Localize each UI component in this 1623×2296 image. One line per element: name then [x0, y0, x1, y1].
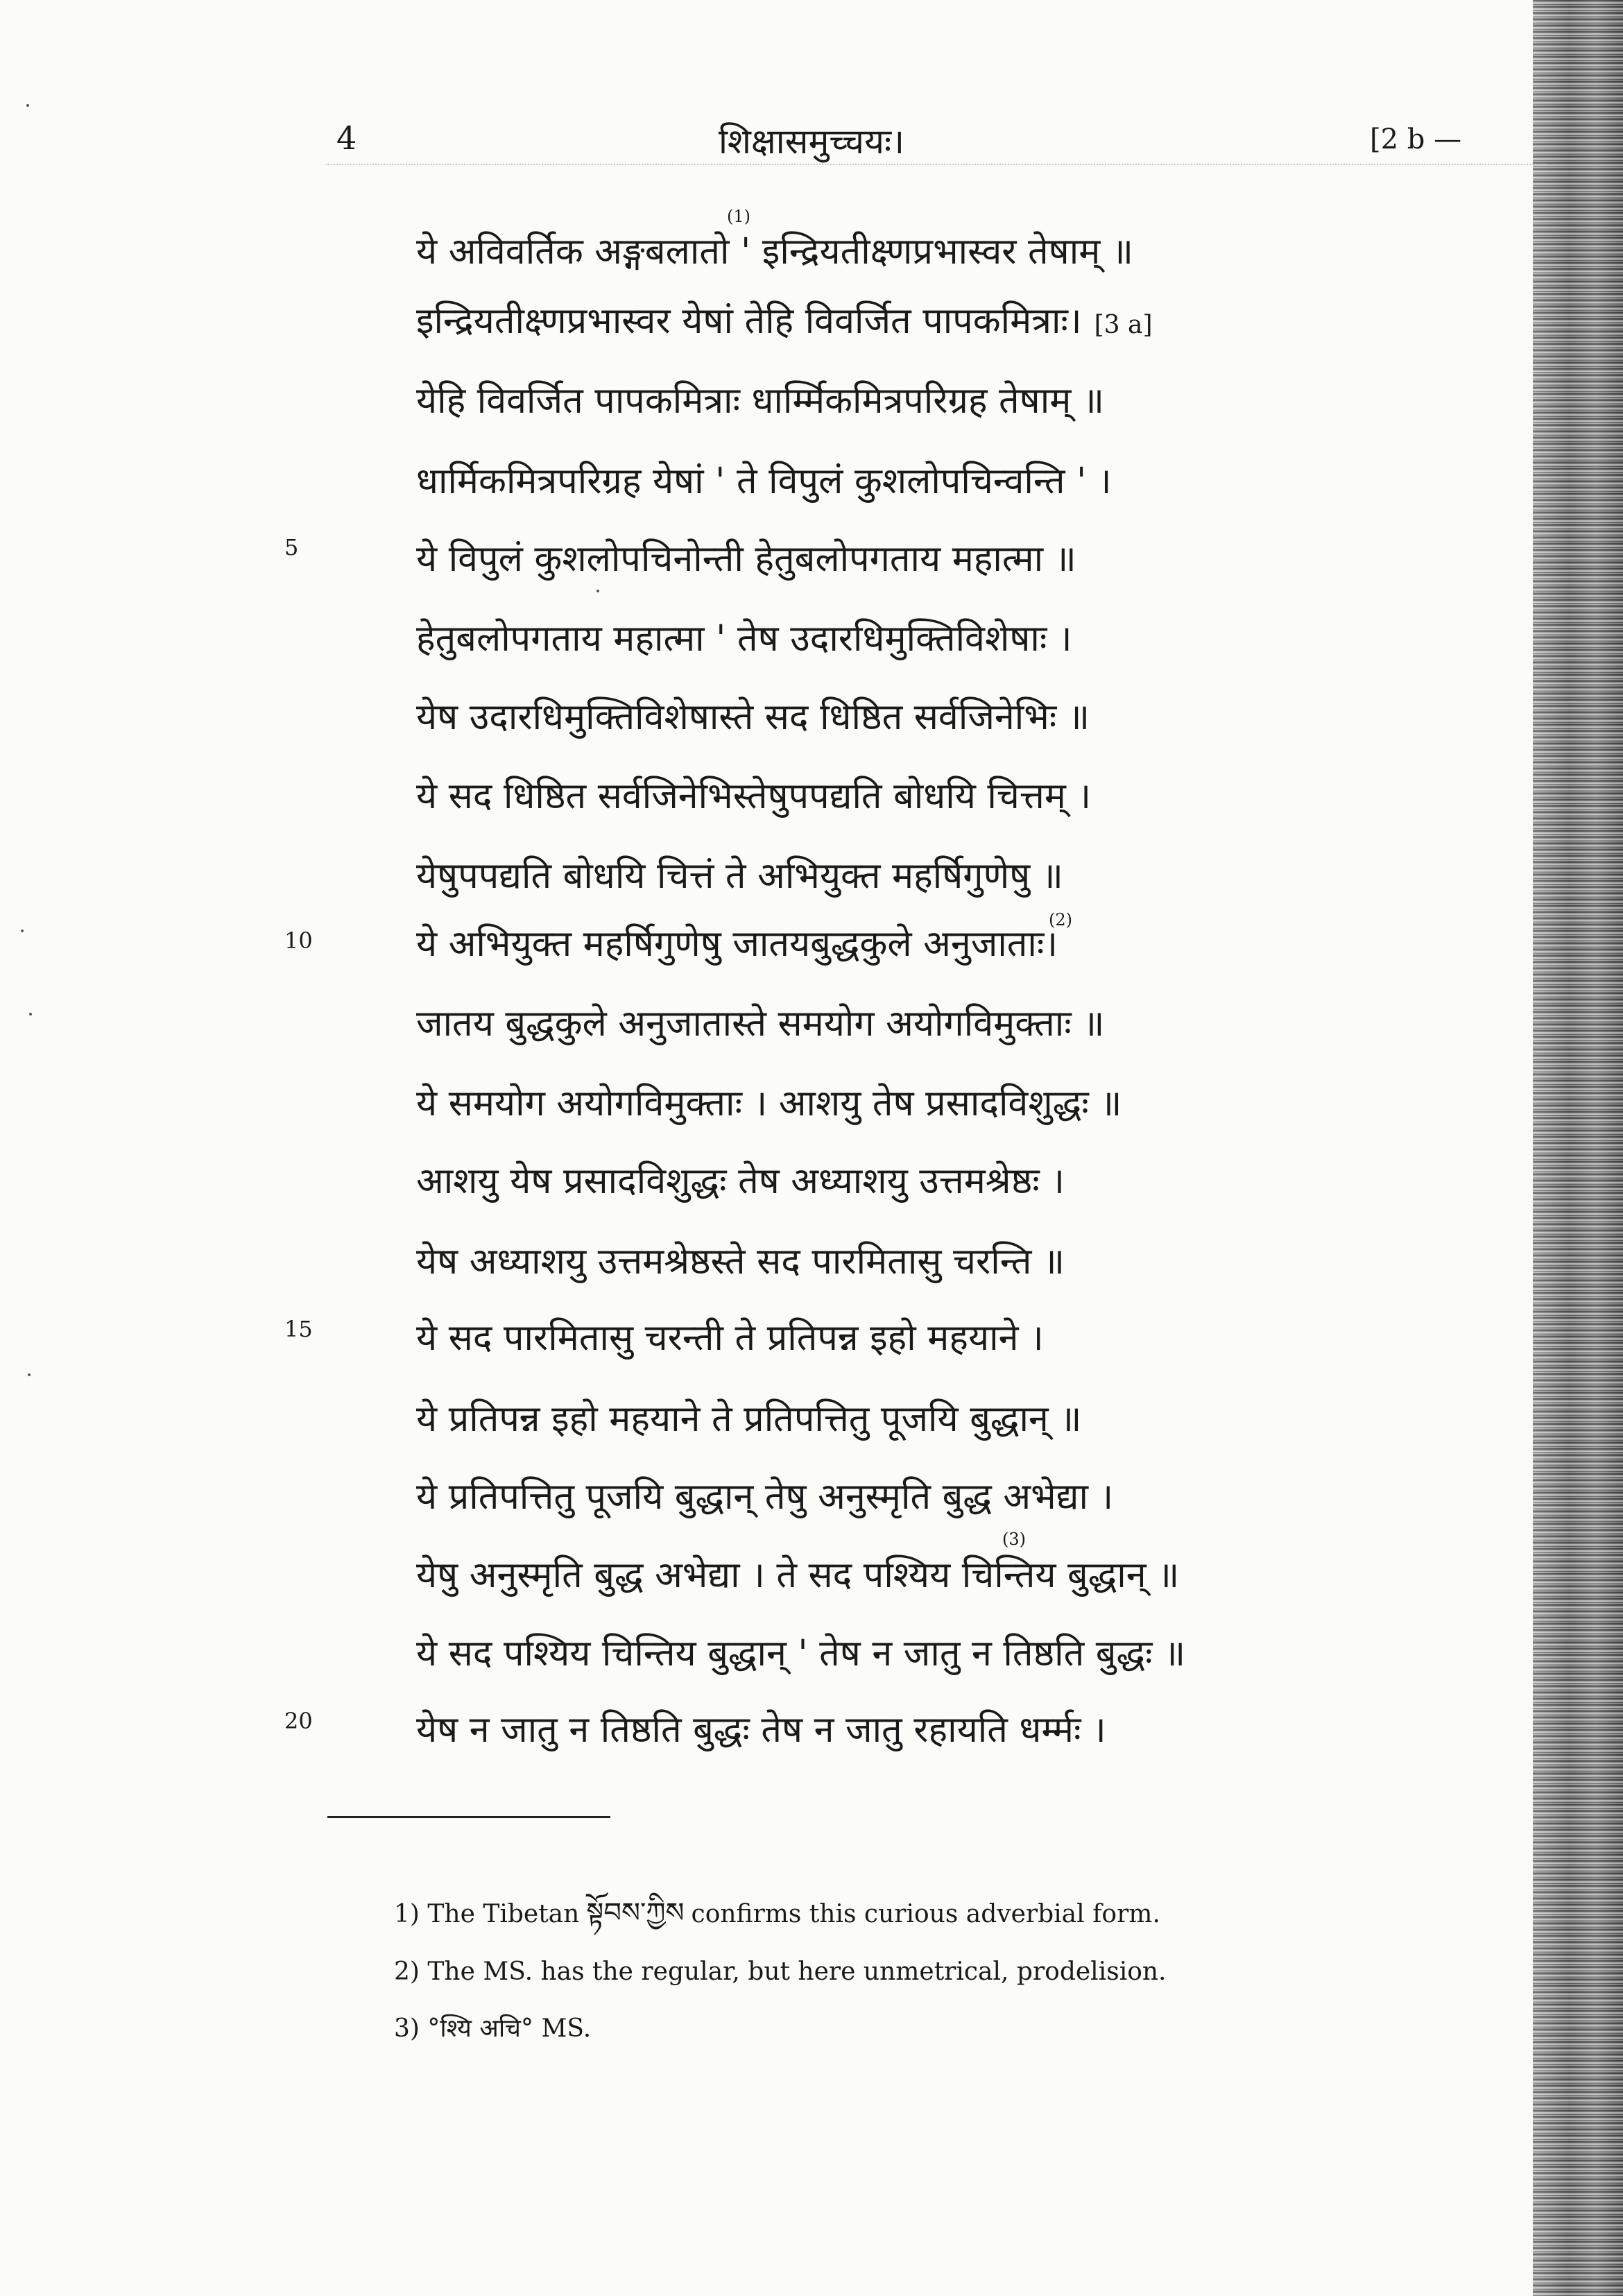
verse-line: ये अभियुक्त महर्षिगुणेषु जातयबुद्धकुले अनुजाताः। [416, 923, 1058, 965]
verse-line: येषु अनुस्मृति बुद्ध अभेद्या । ते सद पश्यिय चिन्तिय बुद्धान् ॥ [416, 1554, 1180, 1596]
footnote-marker: (2) [1049, 910, 1072, 929]
footnote-1: 1) The Tibetan སྟོབས་ཀྱིས confirms this curious adverbial form. [394, 1897, 1160, 1929]
verse-line: ये प्रतिपत्तितु पूजयि बुद्धान् तेषु अनुस्मृति बुद्ध अभेद्या । [416, 1476, 1114, 1518]
header-rule [326, 164, 1547, 165]
footnote-3: 3) °श्यि अचि° MS. [394, 2014, 592, 2043]
line-number: 10 [284, 927, 313, 954]
verse-line: येहि विवर्जित पापकमित्राः धार्म्मिकमित्रपरिग्रह तेषाम् ॥ [416, 380, 1104, 422]
scan-speck [29, 1013, 32, 1016]
scan-speck [21, 929, 24, 932]
page-edge-shadow [1533, 0, 1623, 2296]
folio-marker: [3 a] [1094, 311, 1153, 339]
page-number: 4 [336, 119, 357, 157]
verse-line: ये सद धिष्ठित सर्वजिनेभिस्तेषुपपद्यति बोधयि चित्तम् । [416, 776, 1092, 817]
line-number: 20 [284, 1708, 313, 1734]
line-number: 5 [284, 534, 299, 560]
verse-line: येष उदारधिमुक्तिविशेषास्ते सद धिष्ठित सर्वजिनेभिः ॥ [416, 696, 1090, 738]
verse-line: ये विपुलं कुशलोपचिनोन्ती हेतुबलोपगताय महात्मा ॥ [416, 538, 1076, 580]
section-reference: [2 b — [1370, 123, 1462, 155]
verse-line: इन्द्रियतीक्ष्णप्रभास्वर येषां तेहि विवर्जित पापकमित्राः। [3 a] [416, 300, 1153, 342]
verse-line: येषुपपद्यति बोधयि चित्तं ते अभियुक्त महर्षिगुणेषु ॥ [416, 855, 1063, 897]
verse-line: येष अध्याशयु उत्तमश्रेष्ठस्ते सद पारमितासु चरन्ति ॥ [416, 1241, 1065, 1283]
verse-line: धार्मिकमित्रपरिग्रह येषां ' ते विपुलं कुशलोपचिन्वन्ति ' । [416, 461, 1112, 502]
footnote-2: 2) The MS. has the regular, but here unmetrical, prodelision. [394, 1957, 1167, 1986]
verse-line: ये समयोग अयोगविमुक्ताः । आशयु तेष प्रसादविशुद्धः ॥ [416, 1083, 1122, 1124]
scan-speck [26, 104, 29, 107]
scan-speck [28, 1373, 31, 1376]
verse-line: हेतुबलोपगताय महात्मा ' तेष उदारधिमुक्तिविशेषाः । [416, 618, 1072, 660]
verse-line: येष न जातु न तिष्ठति बुद्धः तेष न जातु रहायति धर्म्मः । [416, 1709, 1106, 1751]
verse-line: ये सद पारमितासु चरन्ती ते प्रतिपन्न इहो महयाने । [416, 1317, 1044, 1359]
scan-speck [596, 590, 599, 592]
verse-line: ये सद पश्यिय चिन्तिय बुद्धान् ' तेष न जातु न तिष्ठति बुद्धः ॥ [416, 1633, 1186, 1674]
verse-line: ये अविवर्तिक अङ्गबलातो ' इन्द्रियतीक्ष्णप्रभास्वर तेषाम् ॥ [416, 231, 1133, 273]
verse-line: ये प्रतिपन्न इहो महयाने ते प्रतिपत्तितु पूजयि बुद्धान् ॥ [416, 1398, 1082, 1440]
footnote-marker: (3) [1002, 1530, 1026, 1549]
verse-line: जातय बुद्धकुले अनुजातास्ते समयोग अयोगविमुक्ताः ॥ [416, 1003, 1105, 1045]
footnote-rule [327, 1816, 610, 1818]
line-number: 15 [284, 1316, 313, 1342]
footnote-marker: (1) [727, 207, 750, 226]
running-title: शिक्षासमुच्चयः। [718, 121, 905, 162]
tibetan-word: སྟོབས་ཀྱིས [586, 1897, 685, 1929]
verse-line: आशयु येष प्रसादविशुद्धः तेष अध्याशयु उत्तमश्रेष्ठः । [416, 1160, 1065, 1202]
